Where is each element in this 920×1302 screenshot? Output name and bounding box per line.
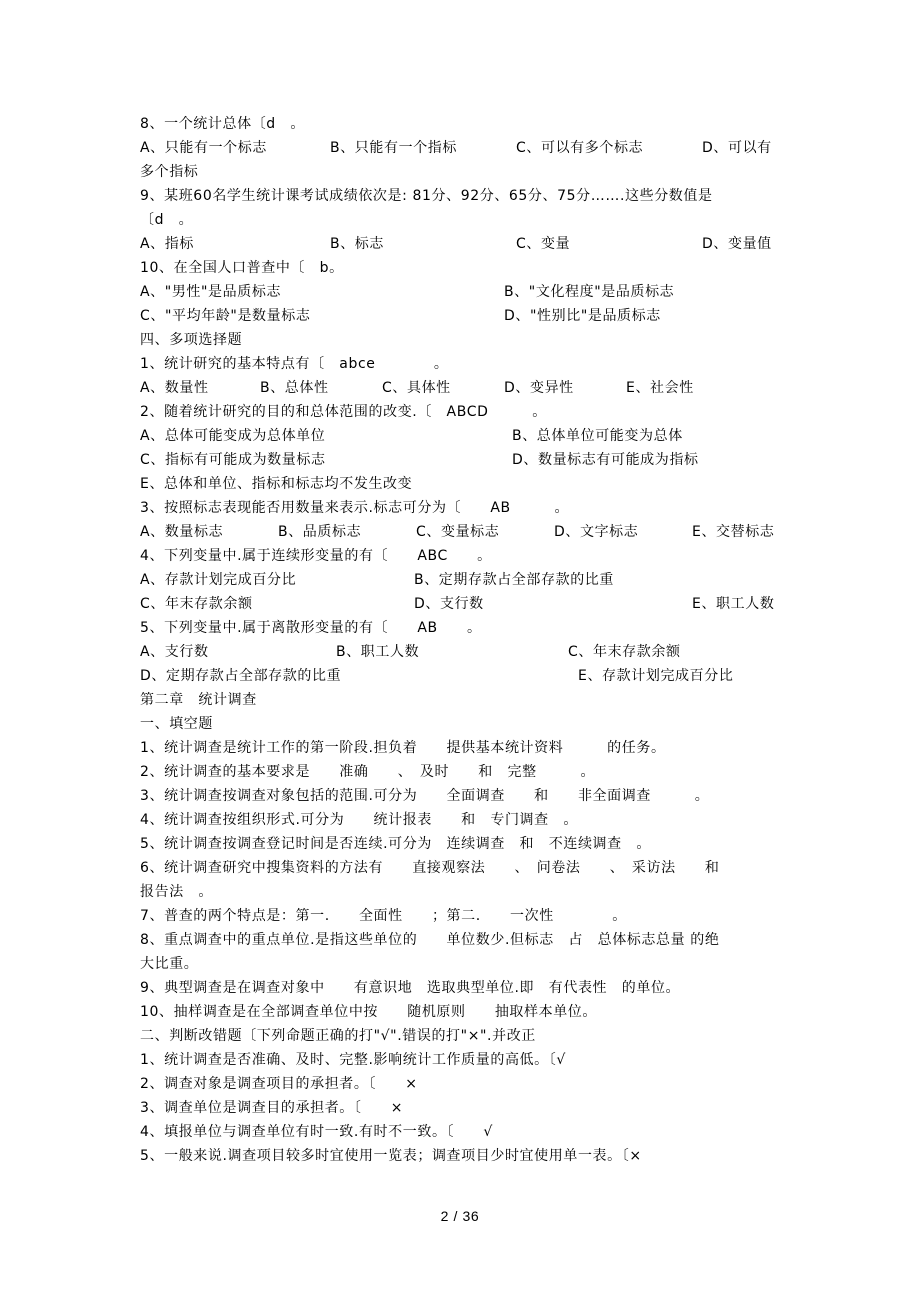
mc-question-5-options-de [140,665,790,687]
question-10-options-ab [140,281,790,303]
fill-question-5 [140,833,790,855]
option-c: C、变量标志 [416,524,500,540]
fill-question-3 [140,785,790,807]
text: 9、典型调查是在调查对象中 有意识地 选取典型单位.即 有代表性 的单位。 [140,980,681,996]
text: 9、某班60名学生统计课考试成绩依次是: 81分、92分、65分、75分…….这些分数值是 [140,188,713,204]
text: 四、多项选择题 [140,332,243,348]
text: 报告法 。 [140,884,213,900]
judge-question-1 [140,1049,790,1071]
option-e: E、社会性 [626,380,694,396]
text: 10、抽样调查是在全部调查单位中按 随机原则 抽取样本单位。 [140,1004,598,1020]
question-9-options [140,233,790,255]
option-a: A、总体可能变成为总体单位 [140,428,326,444]
judge-question-3 [140,1097,790,1119]
option-e: E、存款计划完成百分比 [578,668,734,684]
option-c: C、指标有可能成为数量标志 [140,452,326,468]
text: 4、填报单位与调查单位有时一致.有时不一致。〔 √ [140,1124,493,1140]
option-b: B、标志 [330,236,385,252]
text: 6、统计调查研究中搜集资料的方法有 直接观察法 、 问卷法 、 采访法 和 [140,860,720,876]
text: 2、统计调查的基本要求是 准确 、 及时 和 完整 。 [140,764,596,780]
text: 大比重。 [140,956,199,972]
option-a: A、数量性 [140,380,209,396]
judge-question-5 [140,1145,790,1167]
fill-question-1 [140,737,790,759]
text: 5、一般来说.调查项目较多时宜使用一览表；调查项目少时宜使用单一表。〔× [140,1148,642,1164]
option-b: B、定期存款占全部存款的比重 [414,572,615,588]
mc-question-5 [140,617,790,639]
mc-question-2-option-e [140,473,790,495]
option-c: C、具体性 [382,380,451,396]
option-c: C、变量 [516,236,571,252]
mc-question-3-options [140,521,790,543]
page-number: 2 / 36 [440,1208,480,1224]
option-a: A、存款计划完成百分比 [140,572,297,588]
option-b: B、总体性 [260,380,329,396]
text: 2、调查对象是调查项目的承担者。〔 × [140,1076,418,1092]
option-d: D、变异性 [504,380,574,396]
mc-question-4-options-cde [140,593,790,615]
text: 7、普查的两个特点是：第一. 全面性 ；第二. 一次性 。 [140,908,627,924]
text: 8、重点调查中的重点单位.是指这些单位的 单位数少.但标志 占 总体标志总量 的绝 [140,932,720,948]
question-10-options-cd [140,305,790,327]
question-9-answer [140,209,790,231]
option-a: A、指标 [140,236,194,252]
option-c: C、"平均年龄"是数量标志 [140,308,311,324]
text: 10、在全国人口普查中〔 b。 [140,260,344,276]
mc-question-5-options-abc [140,641,790,663]
text: 1、统计研究的基本特点有〔 abce 。 [140,356,449,372]
fill-question-8-cont [140,953,790,975]
option-a: A、支行数 [140,644,209,660]
question-10 [140,257,790,279]
fill-question-9 [140,977,790,999]
option-c: C、年末存款余额 [568,644,681,660]
option-e: E、交替标志 [692,524,775,540]
option-a: A、数量标志 [140,524,224,540]
fill-question-7 [140,905,790,927]
text: 5、下列变量中.属于离散形变量的有〔 AB 。 [140,620,482,636]
text: 1、统计调查是统计工作的第一阶段.担负着 提供基本统计资料 的任务。 [140,740,666,756]
option-d: D、文字标志 [554,524,639,540]
question-8 [140,113,790,135]
text: 二、判断改错题〔下列命题正确的打"√".错误的打"×".并改正 [140,1028,536,1044]
text: 3、统计调查按调查对象包括的范围.可分为 全面调查 和 非全面调查 。 [140,788,710,804]
option-b: B、只能有一个指标 [330,140,458,156]
option-e: E、职工人数 [692,596,775,612]
text: 3、调查单位是调查目的承担者。〔 × [140,1100,404,1116]
mc-question-4-options-ab [140,569,790,591]
text: 3、按照标志表现能否用数量来表示.标志可分为〔 AB 。 [140,500,570,516]
text: 5、统计调查按调查登记时间是否连续.可分为 连续调查 和 不连续调查 。 [140,836,651,852]
option-b: B、品质标志 [278,524,362,540]
text: 2、随着统计研究的目的和总体范围的改变.〔 ABCD 。 [140,404,547,420]
fill-question-4 [140,809,790,831]
section-heading [140,1025,790,1047]
mc-question-1 [140,353,790,375]
option-d: D、可以有 [702,140,772,156]
text: 第二章 统计调查 [140,692,257,708]
option-a: A、"男性"是品质标志 [140,284,282,300]
section-heading [140,329,790,351]
chapter-heading [140,689,790,711]
fill-question-6 [140,857,790,879]
option-d: D、变量值 [702,236,772,252]
mc-question-1-options [140,377,790,399]
text: 多个指标 [140,164,199,180]
question-9 [140,185,790,207]
text: 4、下列变量中.属于连续形变量的有〔 ABC 。 [140,548,492,564]
text: 8、一个统计总体〔d 。 [140,116,305,132]
question-8-options [140,137,790,159]
option-d: D、支行数 [414,596,484,612]
judge-question-2 [140,1073,790,1095]
option-a: A、只能有一个标志 [140,140,267,156]
mc-question-2-options-cd [140,449,790,471]
text: 一、填空题 [140,716,213,732]
mc-question-3 [140,497,790,519]
mc-question-2 [140,401,790,423]
text: 1、统计调查是否准确、及时、完整.影响统计工作质量的高低。〔√ [140,1052,566,1068]
option-c: C、年末存款余额 [140,596,253,612]
option-d: D、定期存款占全部存款的比重 [140,668,342,684]
mc-question-2-options-ab [140,425,790,447]
option-b: B、"文化程度"是品质标志 [504,284,675,300]
option-d: D、"性别比"是品质标志 [504,308,661,324]
option-d: D、数量标志有可能成为指标 [512,452,699,468]
text: 4、统计调查按组织形式.可分为 统计报表 和 专门调查 。 [140,812,578,828]
option-b: B、职工人数 [336,644,420,660]
mc-question-4 [140,545,790,567]
section-heading [140,713,790,735]
option-e: E、总体和单位、指标和标志均不发生改变 [140,476,413,492]
fill-question-6-cont [140,881,790,903]
option-c: C、可以有多个标志 [516,140,644,156]
option-b: B、总体单位可能变为总体 [512,428,683,444]
judge-question-4 [140,1121,790,1143]
fill-question-8 [140,929,790,951]
fill-question-10 [140,1001,790,1023]
text: 〔d 。 [140,212,194,228]
fill-question-2 [140,761,790,783]
question-8-options-cont [140,161,790,183]
